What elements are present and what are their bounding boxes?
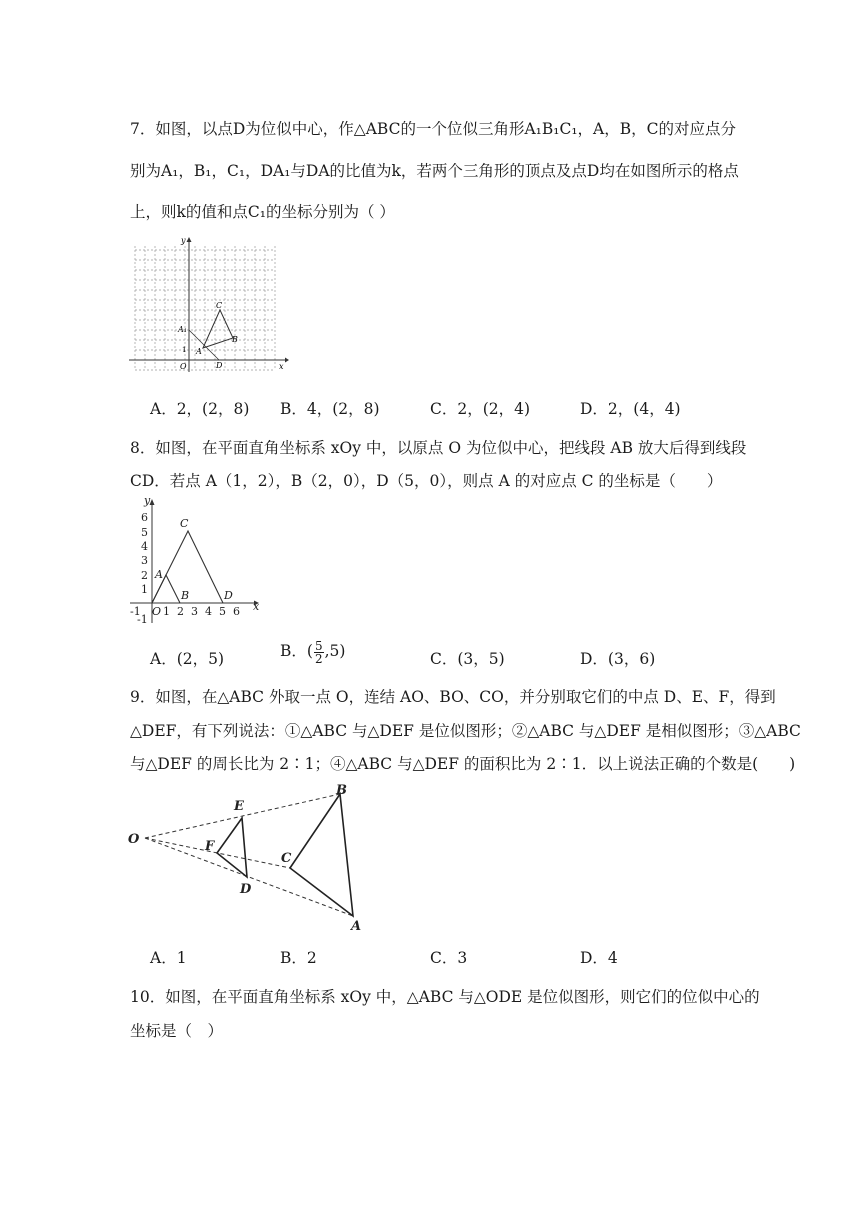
q7-label-b: B [232, 335, 238, 344]
q8-label-origin: O [152, 605, 162, 618]
q9-label-o: O [128, 832, 140, 847]
q8-option-b-suffix: ,5) [324, 642, 346, 660]
q8-label-c: C [180, 517, 189, 530]
q8-option-b-denominator: 2 [314, 651, 323, 666]
q8-ytick-3: 3 [141, 554, 148, 567]
q7-option-a[interactable]: A．2，(2，8) [150, 400, 250, 418]
q9-label-e: E [234, 799, 244, 814]
q8-option-b-prefix: B．( [280, 642, 313, 660]
q7-label-d: D [216, 361, 223, 370]
q9-option-c[interactable]: C．3 [430, 949, 468, 967]
q9-label-f: F [205, 839, 215, 854]
q8-xtick-neg1: -1 [130, 605, 141, 618]
q8-text-line-2: CD．若点 A（1，2），B（2，0），D（5，0），则点 A 的对应点 C 的坐标是（ ） [130, 472, 723, 490]
q8-xtick-6: 6 [233, 605, 240, 618]
q8-option-c[interactable]: C．(3，5) [430, 650, 505, 668]
q8-option-b-numerator: 5 [314, 638, 323, 653]
q8-label-y: y [144, 495, 151, 507]
q7-triangle-abc [203, 310, 233, 348]
q8-xtick-2: 2 [177, 605, 184, 618]
q9-label-b: B [336, 783, 347, 798]
q8-ytick-1: 1 [141, 583, 148, 596]
q7-label-a: A [196, 347, 202, 356]
q9-label-d: D [240, 882, 252, 897]
q8-option-a[interactable]: A．(2，5) [150, 650, 225, 668]
q9-text-line-3: 与△DEF 的周长比为 2∶1；④△ABC 与△DEF 的面积比为 2∶1．以上说法正确的个数是( ) [130, 755, 796, 773]
q7-text-line-1: 7．如图，以点D为位似中心，作△ABC的一个位似三角形A₁B₁C₁，A，B，C的对应点分 [130, 120, 736, 138]
q7-option-d[interactable]: D．2，(4，4) [580, 400, 681, 418]
q9-triangle-abc [290, 794, 353, 916]
q9-text-line-2: △DEF，有下列说法：①△ABC 与△DEF 是位似图形；②△ABC 与△DEF 是相似图形；③△ABC [130, 722, 801, 740]
q10-text-line-1: 10．如图，在平面直角坐标系 xOy 中，△ABC 与△ODE 是位似图形，则它们的位似中心的 [130, 988, 760, 1006]
q7-label-one: 1 [182, 346, 187, 354]
q10-text-line-2: 坐标是（ ） [130, 1022, 224, 1040]
q9-option-a[interactable]: A．1 [150, 949, 187, 967]
q8-option-b[interactable] [280, 639, 345, 665]
q7-label-x: x [279, 362, 284, 371]
q7-options [150, 397, 770, 423]
q7-x-axis-arrow [285, 358, 289, 363]
q9-triangle-figure [125, 780, 370, 935]
q8-ytick-neg1: -1 [137, 613, 148, 626]
q7-text-line-3: 上，则k的值和点C₁的坐标分别为（ ） [130, 203, 395, 221]
q8-ytick-5: 5 [141, 526, 148, 539]
q9-triangle-def [217, 818, 247, 877]
q8-xtick-1: 1 [163, 605, 170, 618]
q7-option-c[interactable]: C．2，(2，4) [430, 400, 531, 418]
q9-text-line-1: 9．如图，在△ABC 外取一点 O，连结 AO、BO、CO，并分别取它们的中点 D、E、F，得到 [130, 688, 776, 706]
q7-label-y: y [181, 236, 186, 245]
q7-text-line-2: 别为A₁，B₁，C₁，DA₁与DA的比值为k，若两个三角形的顶点及点D均在如图所示的格点 [130, 162, 739, 180]
q8-ytick-4: 4 [141, 540, 148, 553]
q7-label-a1: A₁ [178, 325, 187, 334]
q7-label-origin: O [180, 362, 187, 371]
q8-text-line-1: 8．如图，在平面直角坐标系 xOy 中，以原点 O 为位似中心，把线段 AB 放大后得到线段 [130, 439, 747, 457]
q7-grid-figure [125, 232, 290, 377]
q9-dashed-oa [145, 838, 353, 916]
q9-label-a: A [351, 919, 362, 934]
q8-label-a: A [155, 568, 163, 581]
q8-xtick-3: 3 [191, 605, 198, 618]
q9-option-d[interactable]: D．4 [580, 949, 618, 967]
q7-y-axis-arrow [187, 237, 192, 242]
q8-option-d[interactable]: D．(3，6) [580, 650, 656, 668]
q8-option-b-fraction [314, 640, 324, 665]
q7-label-c: C [216, 301, 223, 310]
q9-options [150, 946, 770, 972]
q7-grid [135, 246, 275, 370]
q9-option-b[interactable]: B．2 [280, 949, 317, 967]
q8-y-axis-arrow [150, 499, 155, 505]
q8-label-d: D [224, 589, 233, 602]
q8-ytick-6: 6 [141, 511, 148, 524]
q8-coordinate-figure [125, 495, 265, 630]
q8-xtick-4: 4 [205, 605, 212, 618]
q7-segment-da1 [189, 330, 219, 360]
q7-option-b[interactable]: B．4，(2，8) [280, 400, 380, 418]
q9-label-c: C [281, 851, 292, 866]
q8-options [150, 638, 770, 673]
q8-ytick-2: 2 [141, 569, 148, 582]
q8-label-b: B [181, 589, 190, 602]
q8-xtick-5: 5 [219, 605, 226, 618]
q8-label-x: x [253, 600, 260, 613]
